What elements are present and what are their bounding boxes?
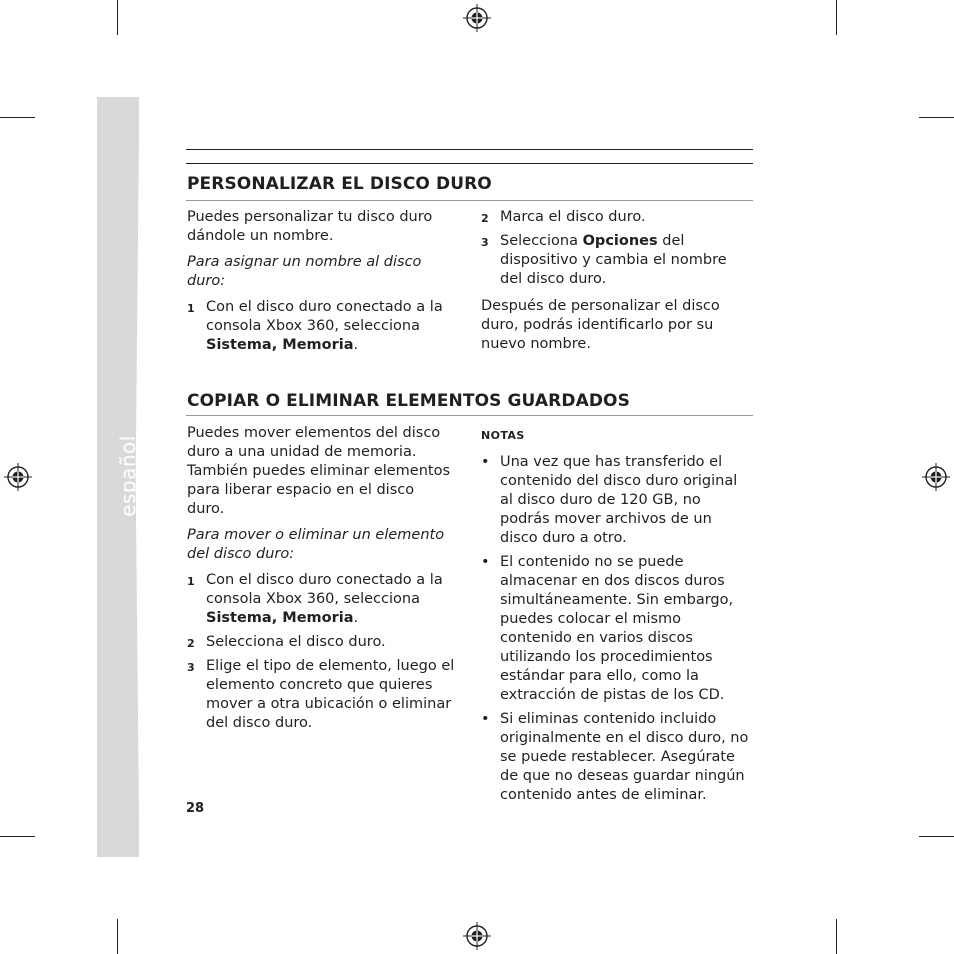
note-text: Una vez que has transferido el contenido del disco duro original al disco duro de 120 GB, no podrás mover archivos de un disco duro a otro. bbox=[500, 454, 738, 546]
section-heading: COPIAR O ELIMINAR ELEMENTOS GUARDADOS bbox=[187, 391, 630, 411]
step-number: 3 bbox=[187, 661, 195, 674]
note-text: El contenido no se puede almacenar en dos discos duros simultáneamente. Sin embargo, puedes colocar el mismo contenido en varios discos utilizando los procedimientos estándar para ello, como la extracción de pistas de los CD. bbox=[500, 554, 734, 703]
step-text: . bbox=[353, 610, 359, 626]
step-number: 1 bbox=[187, 302, 195, 315]
step-item bbox=[187, 571, 455, 628]
bullet-icon: • bbox=[481, 711, 490, 727]
step-text: Marca el disco duro. bbox=[500, 209, 646, 225]
step-item bbox=[187, 633, 455, 652]
step-text: Selecciona bbox=[500, 233, 583, 249]
step-number: 3 bbox=[481, 236, 489, 249]
heading-underline bbox=[186, 200, 753, 201]
section1-right-column bbox=[481, 208, 749, 361]
registration-mark-icon bbox=[463, 922, 491, 950]
crop-mark bbox=[0, 836, 35, 837]
crop-mark bbox=[836, 0, 837, 35]
step-text: Con el disco duro conectado a la consola Xbox 360, selecciona bbox=[206, 572, 443, 607]
heading-underline bbox=[186, 415, 753, 416]
crop-mark bbox=[836, 919, 837, 954]
step-text: Selecciona el disco duro. bbox=[206, 634, 386, 650]
crop-mark bbox=[117, 0, 118, 35]
language-tab-label: español bbox=[116, 435, 140, 517]
note-item bbox=[481, 453, 749, 548]
note-text: Si eliminas contenido incluido originalmente en el disco duro, no se puede restablecer. Asegúrate de que no deseas guardar ningún contenido antes de eliminar. bbox=[500, 711, 749, 803]
step-item bbox=[187, 298, 455, 355]
procedure-subhead: Para mover o eliminar un elemento del disco duro: bbox=[187, 527, 445, 562]
bullet-icon: • bbox=[481, 554, 490, 570]
section2-right-column bbox=[481, 426, 749, 810]
step-text: . bbox=[353, 337, 359, 353]
step-bold-text: Opciones bbox=[582, 233, 658, 249]
step-text: Elige el tipo de elemento, luego el elemento concreto que quieres mover a otra ubicación o eliminar del disco duro. bbox=[206, 658, 455, 731]
page-number: 28 bbox=[186, 801, 205, 816]
registration-mark-icon bbox=[463, 4, 491, 32]
step-item bbox=[481, 208, 749, 227]
step-text: del dispositivo y cambia el nombre del disco duro. bbox=[500, 233, 727, 287]
step-number: 1 bbox=[187, 575, 195, 588]
intro-paragraph: Puedes personalizar tu disco duro dándole un nombre. bbox=[187, 209, 433, 244]
top-rule bbox=[186, 163, 753, 164]
step-item bbox=[187, 657, 455, 733]
section-heading: PERSONALIZAR EL DISCO DURO bbox=[187, 174, 492, 194]
registration-mark-icon bbox=[922, 463, 950, 491]
registration-mark-icon bbox=[4, 463, 32, 491]
outro-paragraph: Después de personalizar el disco duro, podrás identificarlo por su nuevo nombre. bbox=[481, 298, 720, 352]
step-text: Con el disco duro conectado a la consola Xbox 360, selecciona bbox=[206, 299, 443, 334]
note-item bbox=[481, 553, 749, 705]
step-bold-text: Sistema, Memoria bbox=[206, 337, 354, 353]
step-number: 2 bbox=[187, 637, 195, 650]
crop-mark bbox=[919, 117, 954, 118]
step-bold-text: Sistema, Memoria bbox=[206, 610, 354, 626]
intro-paragraph: Puedes mover elementos del disco duro a una unidad de memoria. También puedes eliminar elementos para liberar espacio en el disco duro. bbox=[187, 425, 451, 517]
bullet-icon: • bbox=[481, 454, 490, 470]
note-item bbox=[481, 710, 749, 805]
top-rule bbox=[186, 149, 753, 150]
procedure-subhead: Para asignar un nombre al disco duro: bbox=[187, 254, 422, 289]
section2-left-column bbox=[187, 424, 455, 738]
step-item bbox=[481, 232, 749, 289]
crop-mark bbox=[919, 836, 954, 837]
step-number: 2 bbox=[481, 212, 489, 225]
section1-left-column bbox=[187, 208, 455, 360]
crop-mark bbox=[0, 117, 35, 118]
notes-label: NOTAS bbox=[481, 429, 525, 442]
crop-mark bbox=[117, 919, 118, 954]
